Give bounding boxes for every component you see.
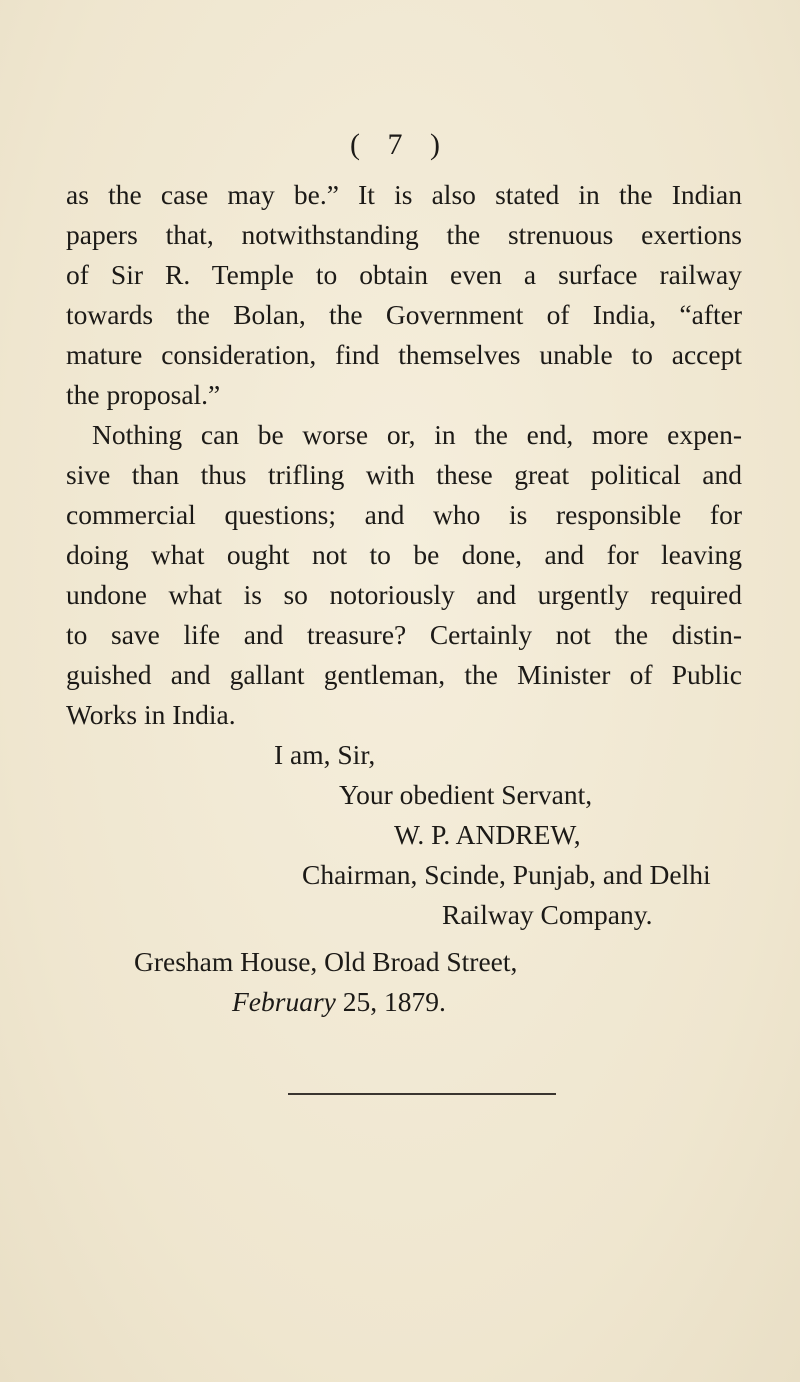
letter-body — [66, 175, 742, 735]
paragraph-2-line: guished and gallant gentleman, the Minister of Public — [66, 659, 742, 690]
salutation: I am, Sir, — [274, 739, 376, 770]
valediction: Your obedient Servant, — [339, 779, 593, 810]
page-number: ( 7 ) — [350, 128, 450, 161]
address-location: Gresham House, Old Broad Street, — [134, 946, 518, 977]
paragraph-1-line: as the case may be.” It is also stated in the Indian — [66, 179, 742, 210]
date-month: February — [232, 986, 336, 1017]
paragraph-1-line: papers that, notwithstanding the strenuous exertions — [66, 219, 742, 250]
paragraph-2-line: commercial questions; and who is responsible for — [66, 499, 742, 530]
paragraph-1-line: towards the Bolan, the Government of India, “after — [66, 299, 742, 330]
paragraph-2-line: undone what is so notoriously and urgently required — [66, 579, 742, 610]
paragraph-1-line: mature consideration, find themselves unable to accept — [66, 339, 742, 370]
paragraph-2-line: sive than thus trifling with these great political and — [66, 459, 742, 490]
paragraph-1-line: the proposal.” — [66, 379, 221, 410]
address-date — [232, 982, 446, 1022]
signatory-title: Chairman, Scinde, Punjab, and Delhi — [302, 859, 711, 890]
paragraph-2-line: doing what ought not to be done, and for leaving — [66, 539, 742, 570]
paragraph-2-line: Nothing can be worse or, in the end, more expen- — [92, 419, 742, 450]
paragraph-1-line: of Sir R. Temple to obtain even a surface railway — [66, 259, 742, 290]
signatory-name: W. P. ANDREW, — [394, 819, 581, 850]
date-rest: 25, 1879. — [335, 986, 446, 1017]
signatory-title-continued: Railway Company. — [442, 899, 653, 930]
paragraph-2-line: to save life and treasure? Certainly not the distin- — [66, 619, 742, 650]
horizontal-rule — [288, 1093, 556, 1095]
paragraph-2-line: Works in India. — [66, 699, 236, 730]
